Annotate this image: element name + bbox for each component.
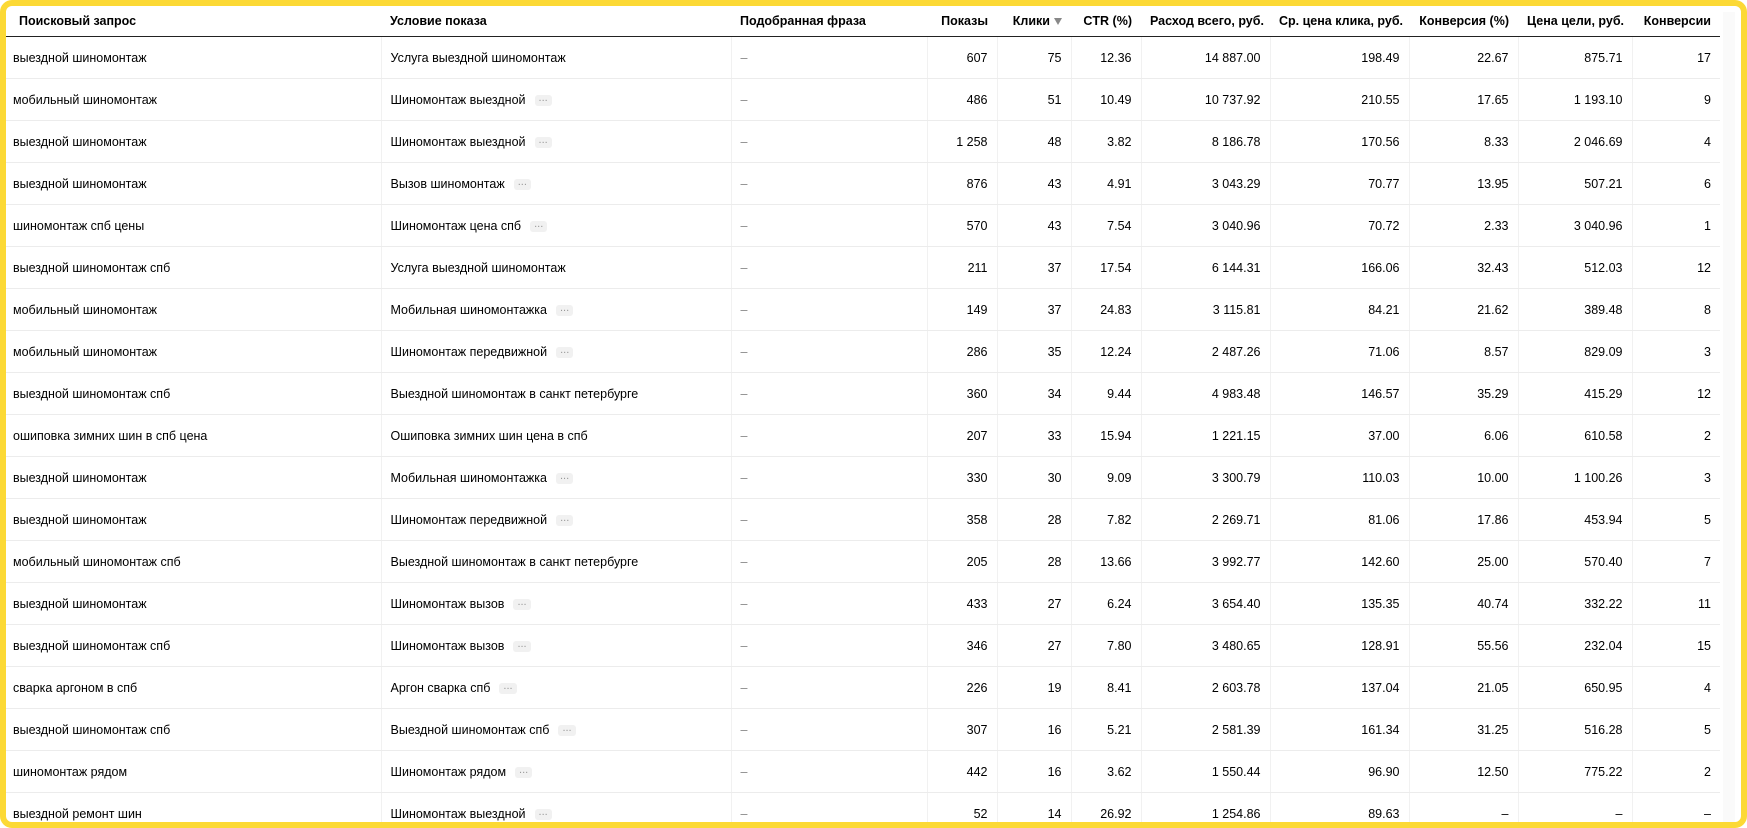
- more-options-icon[interactable]: ...: [535, 137, 552, 148]
- cell-query: выездной шиномонтаж: [6, 163, 381, 205]
- cell-cpc: 135.35: [1270, 583, 1409, 625]
- cell-query: выездной шиномонтаж: [6, 583, 381, 625]
- cell-query: выездной шиномонтаж: [6, 37, 381, 79]
- cell-ctr: 9.44: [1071, 373, 1141, 415]
- cell-condition: [381, 541, 731, 583]
- cell-cpa: 875.71: [1518, 37, 1632, 79]
- cell-impressions: 346: [927, 625, 997, 667]
- cell-ctr: 7.82: [1071, 499, 1141, 541]
- cell-clicks: 16: [997, 751, 1071, 793]
- cell-cost: 1 254.86: [1141, 793, 1270, 828]
- cell-condition: [381, 79, 731, 121]
- cell-cpa: 650.95: [1518, 667, 1632, 709]
- cell-conversion-rate: 25.00: [1409, 541, 1518, 583]
- cell-conversion-rate: 8.33: [1409, 121, 1518, 163]
- column-header-clicks-label: Клики: [1012, 14, 1050, 28]
- cell-query: выездной шиномонтаж спб: [6, 625, 381, 667]
- cell-clicks: 35: [997, 331, 1071, 373]
- cell-phrase: –: [731, 121, 927, 163]
- cell-conversions: 17: [1632, 37, 1720, 79]
- cell-impressions: 286: [927, 331, 997, 373]
- cell-condition: [381, 625, 731, 667]
- cell-cpa: 512.03: [1518, 247, 1632, 289]
- table-body: [6, 37, 1720, 828]
- cell-conversion-rate: 21.05: [1409, 667, 1518, 709]
- table-row[interactable]: [6, 541, 1720, 583]
- cell-query: выездной шиномонтаж спб: [6, 247, 381, 289]
- cell-query: выездной шиномонтаж: [6, 121, 381, 163]
- cell-cost: 1 550.44: [1141, 751, 1270, 793]
- cell-cpa: 389.48: [1518, 289, 1632, 331]
- cell-phrase: –: [731, 709, 927, 751]
- cell-cpc: 71.06: [1270, 331, 1409, 373]
- cell-condition: [381, 373, 731, 415]
- cell-conversions: 11: [1632, 583, 1720, 625]
- cell-cpc: 70.77: [1270, 163, 1409, 205]
- cell-phrase: –: [731, 331, 927, 373]
- condition-text: Выездной шиномонтаж в санкт петербурге: [390, 554, 639, 569]
- table-row[interactable]: [6, 205, 1720, 247]
- cell-clicks: 43: [997, 163, 1071, 205]
- cell-cpc: 198.49: [1270, 37, 1409, 79]
- cell-query: выездной ремонт шин: [6, 793, 381, 828]
- cell-cpa: 516.28: [1518, 709, 1632, 751]
- cell-ctr: 9.09: [1071, 457, 1141, 499]
- cell-conversions: 3: [1632, 331, 1720, 373]
- cell-condition: [381, 37, 731, 79]
- table-row[interactable]: [6, 625, 1720, 667]
- table-row[interactable]: [6, 331, 1720, 373]
- cell-conversion-rate: 10.00: [1409, 457, 1518, 499]
- column-header-ctr[interactable]: CTR (%): [1071, 6, 1141, 37]
- cell-clicks: 27: [997, 583, 1071, 625]
- cell-phrase: –: [731, 457, 927, 499]
- cell-conversions: 12: [1632, 373, 1720, 415]
- cell-cost: 6 144.31: [1141, 247, 1270, 289]
- column-header-cost[interactable]: Расход всего, руб.: [1141, 6, 1270, 37]
- column-header-cpc[interactable]: Ср. цена клика, руб.: [1270, 6, 1409, 37]
- table-row[interactable]: [6, 751, 1720, 793]
- cell-condition: [381, 289, 731, 331]
- cell-condition: [381, 163, 731, 205]
- column-header-conversions[interactable]: Конверсии: [1632, 6, 1720, 37]
- cell-condition: [381, 751, 731, 793]
- cell-ctr: 7.80: [1071, 625, 1141, 667]
- cell-conversions: 7: [1632, 541, 1720, 583]
- cell-phrase: –: [731, 541, 927, 583]
- cell-condition: [381, 331, 731, 373]
- cell-query: выездной шиномонтаж спб: [6, 709, 381, 751]
- cell-phrase: –: [731, 37, 927, 79]
- cell-cpc: 96.90: [1270, 751, 1409, 793]
- cell-clicks: 37: [997, 289, 1071, 331]
- more-options-icon[interactable]: ...: [556, 473, 573, 484]
- cell-clicks: 14: [997, 793, 1071, 828]
- cell-condition: [381, 457, 731, 499]
- cell-cpc: 70.72: [1270, 205, 1409, 247]
- cell-impressions: 570: [927, 205, 997, 247]
- more-options-icon[interactable]: ...: [556, 305, 573, 316]
- cell-cpa: 415.29: [1518, 373, 1632, 415]
- cell-condition: [381, 583, 731, 625]
- more-options-icon[interactable]: ...: [499, 683, 516, 694]
- cell-cost: 3 040.96: [1141, 205, 1270, 247]
- cell-impressions: 358: [927, 499, 997, 541]
- cell-conversions: 6: [1632, 163, 1720, 205]
- cell-cpa: 1 100.26: [1518, 457, 1632, 499]
- cell-cost: 2 603.78: [1141, 667, 1270, 709]
- cell-ctr: 10.49: [1071, 79, 1141, 121]
- sort-descending-icon[interactable]: [1054, 18, 1062, 25]
- cell-phrase: –: [731, 499, 927, 541]
- column-header-phrase[interactable]: Подобранная фраза: [731, 6, 927, 37]
- cell-condition: [381, 793, 731, 828]
- cell-cpc: 210.55: [1270, 79, 1409, 121]
- condition-text: Вызов шиномонтаж: [390, 176, 505, 191]
- cell-clicks: 34: [997, 373, 1071, 415]
- cell-clicks: 48: [997, 121, 1071, 163]
- condition-text: Шиномонтаж вызов: [390, 596, 505, 611]
- cell-conversions: 4: [1632, 121, 1720, 163]
- cell-cpc: 146.57: [1270, 373, 1409, 415]
- condition-text: Шиномонтаж передвижной: [390, 512, 548, 527]
- cell-phrase: –: [731, 583, 927, 625]
- cell-cpa: 232.04: [1518, 625, 1632, 667]
- cell-impressions: 211: [927, 247, 997, 289]
- cell-conversions: 5: [1632, 709, 1720, 751]
- cell-impressions: 205: [927, 541, 997, 583]
- table-row[interactable]: [6, 121, 1720, 163]
- cell-ctr: 24.83: [1071, 289, 1141, 331]
- cell-clicks: 28: [997, 541, 1071, 583]
- condition-text: Услуга выездной шиномонтаж: [390, 260, 566, 275]
- cell-cpa: 332.22: [1518, 583, 1632, 625]
- more-options-icon[interactable]: ...: [556, 515, 573, 526]
- cell-conversions: 15: [1632, 625, 1720, 667]
- cell-condition: [381, 247, 731, 289]
- cell-clicks: 43: [997, 205, 1071, 247]
- column-header-query[interactable]: Поисковый запрос: [6, 6, 381, 37]
- column-header-conversion-rate[interactable]: Конверсия (%): [1409, 6, 1518, 37]
- cell-clicks: 27: [997, 625, 1071, 667]
- cell-impressions: 433: [927, 583, 997, 625]
- more-options-icon[interactable]: ...: [535, 95, 552, 106]
- condition-text: Услуга выездной шиномонтаж: [390, 50, 566, 65]
- cell-cpa: 829.09: [1518, 331, 1632, 373]
- cell-conversion-rate: 13.95: [1409, 163, 1518, 205]
- cell-ctr: 6.24: [1071, 583, 1141, 625]
- more-options-icon[interactable]: ...: [535, 809, 552, 820]
- cell-clicks: 33: [997, 415, 1071, 457]
- condition-text: Шиномонтаж рядом: [390, 764, 507, 779]
- cell-phrase: –: [731, 373, 927, 415]
- column-header-impressions[interactable]: Показы: [927, 6, 997, 37]
- cell-conversions: –: [1632, 793, 1720, 828]
- cell-conversion-rate: 21.62: [1409, 289, 1518, 331]
- vertical-scrollbar[interactable]: [1723, 12, 1735, 828]
- table-row[interactable]: [6, 415, 1720, 457]
- more-options-icon[interactable]: ...: [513, 599, 530, 610]
- cell-conversions: 5: [1632, 499, 1720, 541]
- cell-condition: [381, 121, 731, 163]
- cell-conversion-rate: 22.67: [1409, 37, 1518, 79]
- cell-condition: [381, 205, 731, 247]
- cell-conversions: 2: [1632, 415, 1720, 457]
- cell-cpc: 37.00: [1270, 415, 1409, 457]
- cell-query: шиномонтаж спб цены: [6, 205, 381, 247]
- condition-text: Мобильная шиномонтажка: [390, 470, 547, 485]
- cell-clicks: 19: [997, 667, 1071, 709]
- cell-cpc: 89.63: [1270, 793, 1409, 828]
- cell-impressions: 149: [927, 289, 997, 331]
- cell-cpc: 142.60: [1270, 541, 1409, 583]
- cell-cost: 3 992.77: [1141, 541, 1270, 583]
- more-options-icon[interactable]: ...: [556, 347, 573, 358]
- condition-text: Шиномонтаж вызов: [390, 638, 505, 653]
- condition-text: Выездной шиномонтаж в санкт петербурге: [390, 386, 639, 401]
- cell-impressions: 360: [927, 373, 997, 415]
- cell-conversions: 9: [1632, 79, 1720, 121]
- cell-cpc: 137.04: [1270, 667, 1409, 709]
- table-row[interactable]: [6, 37, 1720, 79]
- cell-phrase: –: [731, 667, 927, 709]
- cell-cost: 2 487.26: [1141, 331, 1270, 373]
- cell-ctr: 13.66: [1071, 541, 1141, 583]
- cell-cpa: 775.22: [1518, 751, 1632, 793]
- cell-ctr: 7.54: [1071, 205, 1141, 247]
- table-row[interactable]: [6, 79, 1720, 121]
- cell-cost: 3 300.79: [1141, 457, 1270, 499]
- table-row[interactable]: [6, 499, 1720, 541]
- condition-text: Шиномонтаж цена спб: [390, 218, 522, 233]
- table-row[interactable]: [6, 247, 1720, 289]
- column-header-cpa[interactable]: Цена цели, руб.: [1518, 6, 1632, 37]
- cell-cost: 1 221.15: [1141, 415, 1270, 457]
- cell-phrase: –: [731, 625, 927, 667]
- cell-cost: 8 186.78: [1141, 121, 1270, 163]
- table-header: [6, 6, 1720, 37]
- cell-conversions: 3: [1632, 457, 1720, 499]
- cell-conversion-rate: 55.56: [1409, 625, 1518, 667]
- cell-query: мобильный шиномонтаж: [6, 79, 381, 121]
- cell-impressions: 1 258: [927, 121, 997, 163]
- cell-impressions: 330: [927, 457, 997, 499]
- cell-conversion-rate: 6.06: [1409, 415, 1518, 457]
- cell-query: мобильный шиномонтаж спб: [6, 541, 381, 583]
- cell-phrase: –: [731, 793, 927, 828]
- condition-text: Ошиповка зимних шин цена в спб: [390, 428, 588, 443]
- table-row[interactable]: [6, 667, 1720, 709]
- cell-conversion-rate: 32.43: [1409, 247, 1518, 289]
- cell-cpa: 570.40: [1518, 541, 1632, 583]
- cell-conversions: 12: [1632, 247, 1720, 289]
- cell-cpc: 128.91: [1270, 625, 1409, 667]
- cell-cpc: 81.06: [1270, 499, 1409, 541]
- cell-query: сварка аргоном в спб: [6, 667, 381, 709]
- cell-phrase: –: [731, 163, 927, 205]
- table-row[interactable]: [6, 793, 1720, 828]
- cell-conversion-rate: 35.29: [1409, 373, 1518, 415]
- condition-text: Выездной шиномонтаж спб: [390, 722, 550, 737]
- cell-phrase: –: [731, 247, 927, 289]
- cell-conversions: 1: [1632, 205, 1720, 247]
- cell-phrase: –: [731, 751, 927, 793]
- cell-impressions: 52: [927, 793, 997, 828]
- cell-cpa: 507.21: [1518, 163, 1632, 205]
- more-options-icon[interactable]: ...: [530, 221, 547, 232]
- cell-conversion-rate: 12.50: [1409, 751, 1518, 793]
- cell-cpa: 610.58: [1518, 415, 1632, 457]
- more-options-icon[interactable]: ...: [513, 641, 530, 652]
- cell-condition: [381, 667, 731, 709]
- cell-ctr: 26.92: [1071, 793, 1141, 828]
- cell-impressions: 607: [927, 37, 997, 79]
- cell-condition: [381, 709, 731, 751]
- cell-query: выездной шиномонтаж: [6, 457, 381, 499]
- cell-query: шиномонтаж рядом: [6, 751, 381, 793]
- condition-text: Шиномонтаж выездной: [390, 806, 526, 821]
- cell-cost: 14 887.00: [1141, 37, 1270, 79]
- cell-phrase: –: [731, 205, 927, 247]
- cell-conversion-rate: 8.57: [1409, 331, 1518, 373]
- cell-conversion-rate: 17.86: [1409, 499, 1518, 541]
- cell-conversions: 4: [1632, 667, 1720, 709]
- cell-phrase: –: [731, 79, 927, 121]
- cell-conversion-rate: 31.25: [1409, 709, 1518, 751]
- table-row[interactable]: [6, 709, 1720, 751]
- cell-ctr: 8.41: [1071, 667, 1141, 709]
- cell-impressions: 442: [927, 751, 997, 793]
- cell-impressions: 486: [927, 79, 997, 121]
- cell-conversions: 8: [1632, 289, 1720, 331]
- cell-cost: 3 115.81: [1141, 289, 1270, 331]
- more-options-icon[interactable]: ...: [514, 179, 531, 190]
- cell-cpa: –: [1518, 793, 1632, 828]
- cell-query: выездной шиномонтаж: [6, 499, 381, 541]
- cell-conversion-rate: 17.65: [1409, 79, 1518, 121]
- cell-query: выездной шиномонтаж спб: [6, 373, 381, 415]
- cell-cpa: 1 193.10: [1518, 79, 1632, 121]
- cell-ctr: 15.94: [1071, 415, 1141, 457]
- cell-cost: 3 480.65: [1141, 625, 1270, 667]
- column-header-condition[interactable]: Условие показа: [381, 6, 731, 37]
- cell-ctr: 4.91: [1071, 163, 1141, 205]
- cell-cpc: 110.03: [1270, 457, 1409, 499]
- cell-cost: 2 269.71: [1141, 499, 1270, 541]
- cell-clicks: 75: [997, 37, 1071, 79]
- cell-query: мобильный шиномонтаж: [6, 331, 381, 373]
- cell-query: ошиповка зимних шин в спб цена: [6, 415, 381, 457]
- cell-cpc: 166.06: [1270, 247, 1409, 289]
- cell-cpc: 84.21: [1270, 289, 1409, 331]
- cell-phrase: –: [731, 289, 927, 331]
- cell-clicks: 28: [997, 499, 1071, 541]
- cell-phrase: –: [731, 415, 927, 457]
- cell-cpa: 453.94: [1518, 499, 1632, 541]
- cell-impressions: 307: [927, 709, 997, 751]
- cell-impressions: 876: [927, 163, 997, 205]
- cell-conversion-rate: 2.33: [1409, 205, 1518, 247]
- cell-cost: 10 737.92: [1141, 79, 1270, 121]
- cell-cpc: 170.56: [1270, 121, 1409, 163]
- more-options-icon[interactable]: ...: [558, 725, 575, 736]
- cell-conversion-rate: 40.74: [1409, 583, 1518, 625]
- cell-impressions: 226: [927, 667, 997, 709]
- condition-text: Аргон сварка спб: [390, 680, 491, 695]
- cell-ctr: 12.36: [1071, 37, 1141, 79]
- more-options-icon[interactable]: ...: [515, 767, 532, 778]
- cell-cpa: 3 040.96: [1518, 205, 1632, 247]
- cell-ctr: 5.21: [1071, 709, 1141, 751]
- table-row[interactable]: [6, 457, 1720, 499]
- condition-text: Мобильная шиномонтажка: [390, 302, 547, 317]
- table-row[interactable]: [6, 163, 1720, 205]
- cell-cost: 4 983.48: [1141, 373, 1270, 415]
- cell-cost: 3 654.40: [1141, 583, 1270, 625]
- cell-condition: [381, 415, 731, 457]
- cell-impressions: 207: [927, 415, 997, 457]
- cell-clicks: 16: [997, 709, 1071, 751]
- cell-cost: 3 043.29: [1141, 163, 1270, 205]
- cell-ctr: 17.54: [1071, 247, 1141, 289]
- cell-condition: [381, 499, 731, 541]
- column-header-clicks[interactable]: [997, 6, 1071, 37]
- cell-ctr: 3.62: [1071, 751, 1141, 793]
- cell-cost: 2 581.39: [1141, 709, 1270, 751]
- cell-cpa: 2 046.69: [1518, 121, 1632, 163]
- cell-ctr: 12.24: [1071, 331, 1141, 373]
- cell-clicks: 51: [997, 79, 1071, 121]
- search-query-report-table: [6, 6, 1720, 828]
- table-row[interactable]: [6, 373, 1720, 415]
- condition-text: Шиномонтаж выездной: [390, 92, 526, 107]
- condition-text: Шиномонтаж передвижной: [390, 344, 548, 359]
- table-row[interactable]: [6, 289, 1720, 331]
- cell-conversion-rate: –: [1409, 793, 1518, 828]
- table-row[interactable]: [6, 583, 1720, 625]
- cell-cpc: 161.34: [1270, 709, 1409, 751]
- cell-ctr: 3.82: [1071, 121, 1141, 163]
- cell-conversions: 2: [1632, 751, 1720, 793]
- cell-clicks: 37: [997, 247, 1071, 289]
- cell-query: мобильный шиномонтаж: [6, 289, 381, 331]
- cell-clicks: 30: [997, 457, 1071, 499]
- condition-text: Шиномонтаж выездной: [390, 134, 526, 149]
